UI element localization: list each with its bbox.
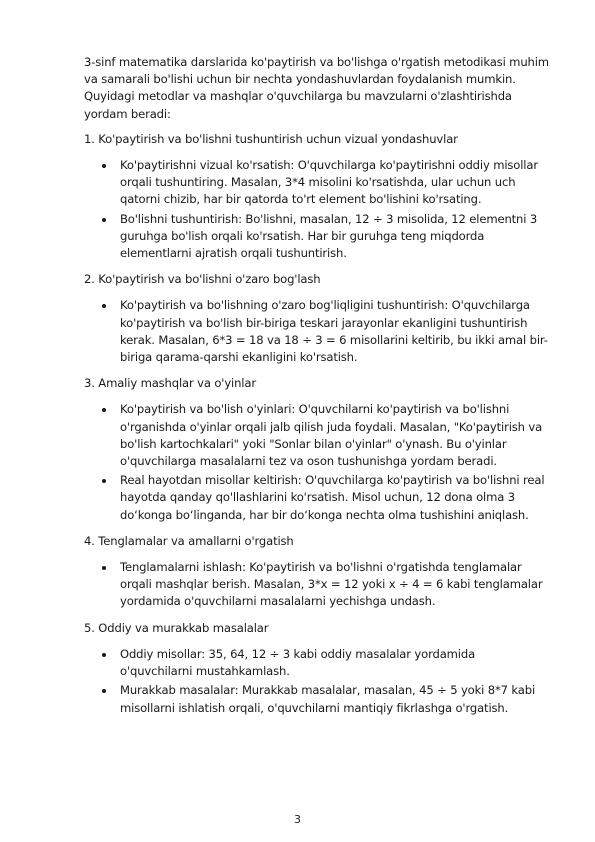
section-title-3: 3. Amaliy mashqlar va o'yinlar [84, 376, 256, 391]
page-number: 3 [294, 813, 301, 826]
list-item: Real hayotdan misollar keltirish: O'quvchilarga ko'paytirish va bo'lishni real hayotda qanday qo'llashlarini ko'rsatish. Misol uchun, 12 dona olma 3 do‘konga bo‘linganda, har bir do‘konga nechta olma tushishini aniqlash. [84, 472, 550, 524]
list-item: Ko'paytirish va bo'lishning o'zaro bog'liqligini tushuntirish: O'quvchilarga ko'paytirish va bo'lish bir-biriga teskari jarayonlar ekanligini tushuntirish kerak. Masalan, 6*3 = 18 va 18 ÷ 3 = 6 misollarini keltirib, bu ikki amal bir-biriga qarama-qarshi ekanligini ko'rsatish. [84, 297, 550, 366]
section-list-1 [84, 157, 550, 262]
section-title-1: 1. Ko'paytirish va bo'lishni tushuntirish uchun vizual yondashuvlar [84, 131, 458, 146]
section-title-5: 5. Oddiy va murakkab masalalar [84, 620, 269, 635]
document-body [84, 54, 550, 726]
section-title-2: 2. Ko'paytirish va bo'lishni o'zaro bog'lash [84, 272, 321, 287]
section-title-4: 4. Tenglamalar va amallarni o'rgatish [84, 533, 294, 548]
list-item: Murakkab masalalar: Murakkab masalalar, masalan, 45 ÷ 5 yoki 8*7 kabi misollarni ishlatish orqali, o'quvchilarni mantiqiy fikrlashga o'rgatish. [84, 682, 550, 716]
list-item: Ko'paytirishni vizual ko'rsatish: O'quvchilarga ko'paytirishni oddiy misollar orqali tushuntiring. Masalan, 3*4 misolini ko'rsatishda, ular uchun uch qatorni chizib, har bir qatorda to'rt element bo'lishini ko'rsating. [84, 157, 550, 209]
section-list-4 [84, 559, 550, 611]
intro-paragraph: 3-sinf matematika darslarida ko'paytirish va bo'lishga o'rgatish metodikasi muhim va samarali bo'lishi uchun bir nechta yondashuvlardan foydalanish mumkin. Quyidagi metodlar va mashqlar o'quvchilarga bu mavzularni o'zlashtirishda yordam beradi: [84, 55, 549, 121]
section-list-5 [84, 646, 550, 717]
list-item: Oddiy misollar: 35, 64, 12 ÷ 3 kabi oddiy masalalar yordamida o'quvchilarni mustahkamlash. [84, 646, 550, 680]
section-list-3 [84, 401, 550, 523]
list-item: Tenglamalarni ishlash: Ko'paytirish va bo'lishni o'rgatishda tenglamalar orqali mashqlar berish. Masalan, 3*x = 12 yoki x ÷ 4 = 6 kabi tenglamalar yordamida o'quvchilarni masalalarni yechishga undash. [84, 559, 550, 611]
list-item: Ko'paytirish va bo'lish o'yinlari: O'quvchilarni ko'paytirish va bo'lishni o'rganishda o'yinlar orqali jalb qilish juda foydali. Masalan, "Ko'paytirish va bo'lish kartochkalari" yoki "Sonlar bilan o'yinlar" o'ynash. Bu o'yinlar o'quvchilarga masalalarni tez va oson tushunishga yordam beradi. [84, 401, 550, 470]
list-item: Bo'lishni tushuntirish: Bo'lishni, masalan, 12 ÷ 3 misolida, 12 elementni 3 guruhga bo'lish orqali ko'rsatish. Har bir guruhga teng miqdorda elementlarni ajratish orqali tushuntirish. [84, 211, 550, 263]
section-list-2 [84, 297, 550, 366]
